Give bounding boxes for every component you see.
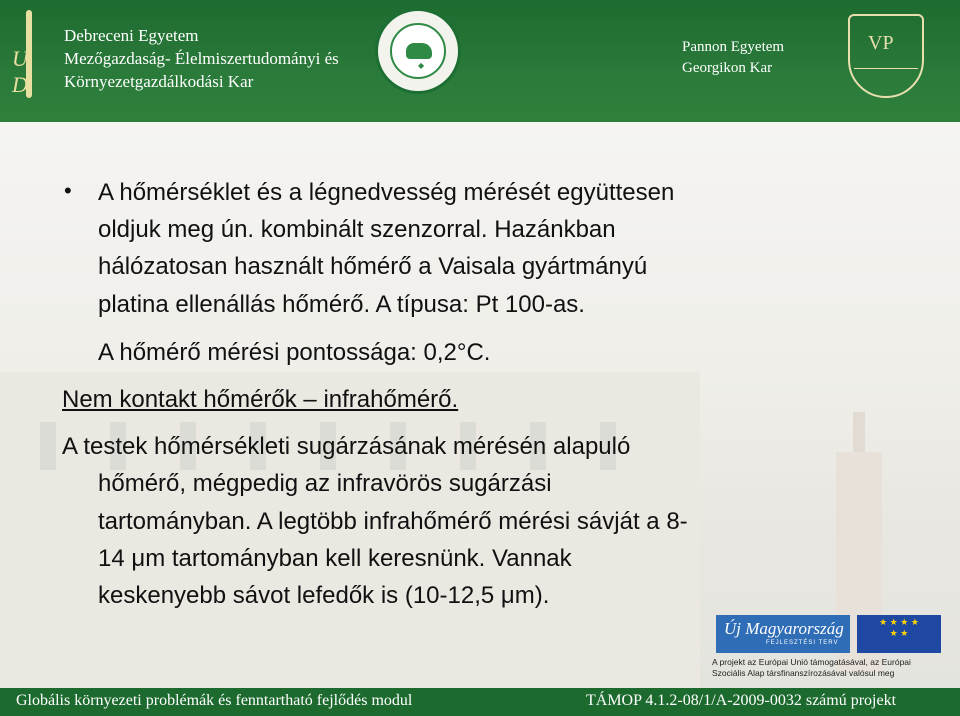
bullet-text-line: A hőmérséklet és a légnedvesség mérését együttesen bbox=[98, 179, 675, 206]
paragraph-line: A testek hőmérsékleti sugárzásának mérésén alapuló bbox=[62, 433, 631, 460]
pannon-shield-icon: VP bbox=[848, 14, 924, 98]
footer-module-name: Globális környezeti problémák és fenntartható fejlődés modul bbox=[16, 692, 413, 709]
bullet-text-line: hálózatosan használt hőmérő a Vaisala gyártmányú bbox=[98, 253, 648, 280]
footer-bar bbox=[0, 688, 960, 716]
footer-project-id: TÁMOP 4.1.2-08/1/A-2009-0032 számú projekt bbox=[586, 692, 897, 709]
eu-flag-icon: ★ ★ ★ ★ ★ ★ bbox=[857, 615, 941, 653]
bullet-text-line: A hőmérő mérési pontossága: 0,2°C. bbox=[98, 339, 491, 366]
bullet-icon: • bbox=[64, 178, 72, 203]
paragraph-line: tartományban. A legtöbb infrahőmérő mérési sávját a 8- bbox=[98, 508, 688, 535]
right-university-line: Georgikon Kar bbox=[682, 60, 773, 76]
left-university-line: Debreceni Egyetem bbox=[64, 26, 199, 45]
uj-magyarorszag-logo: Új Magyarország FEJLESZTÉSI TERV bbox=[716, 615, 850, 653]
right-university-line: Pannon Egyetem bbox=[682, 39, 785, 55]
left-university-line: Környezetgazdálkodási Kar bbox=[64, 72, 254, 91]
paragraph-line: keskenyebb sávot lefedők is (10-12,5 μm). bbox=[98, 582, 550, 609]
funding-notice-line: A projekt az Európai Unió támogatásával, az Európai bbox=[712, 657, 911, 667]
left-university-line: Mezőgazdaság- Élelmiszertudományi és bbox=[64, 49, 339, 68]
section-heading: Nem kontakt hőmérők – infrahőmérő. bbox=[62, 386, 459, 413]
funding-notice bbox=[712, 657, 946, 679]
paragraph-line: 14 μm tartományban kell keresnünk. Vannak bbox=[98, 545, 572, 572]
debrecen-crest-icon: U D bbox=[12, 10, 46, 98]
faculty-seal-icon: ◆ bbox=[375, 8, 461, 94]
paragraph-line: hőmérő, mégpedig az infravörös sugárzási bbox=[98, 470, 552, 497]
bullet-text-line: platina ellenállás hőmérő. A típusa: Pt 100-as. bbox=[98, 291, 585, 318]
bullet-text-line: oldjuk meg ún. kombinált szenzorral. Hazánkban bbox=[98, 216, 616, 243]
funding-notice-line: Szociális Alap társfinanszírozásával valósul meg bbox=[712, 668, 895, 678]
